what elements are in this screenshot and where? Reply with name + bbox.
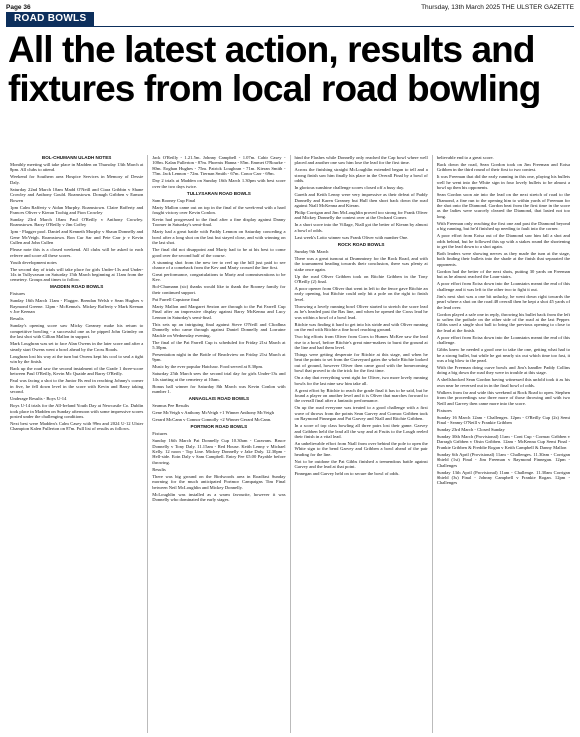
section-heading: BOL-CHUMANN ULADH NOTES — [41, 155, 112, 160]
paragraph: A poor effort from Eoisa down into the Loanstairs meant the end of this challenge and it was left to the other two to fight it out. — [436, 281, 570, 292]
paragraph: Bonus ball winner for Saturday 8th March was Kevin Conlon with number 1. — [152, 383, 286, 395]
paragraph: A stunning shot from the new tee to reel up the hill just paid to see chance of a comeback from the Kev and Marty crossed the line first. — [152, 259, 286, 271]
section-heading: ANNAGLAIS ROAD BOWLS — [188, 396, 250, 402]
paragraph: Gibbs knew he needed a good one to take the one, getting what had to be a strong bullet, but while he got nearly six out which time too fast, it was a big blow to the pearl. — [436, 347, 570, 363]
section-heading: ROCK ROAD BOWLS — [337, 241, 385, 247]
paragraph: Marty Mallon came out on top in the final of the week-end with a hard fought victory over Kevin Conlon. — [152, 204, 286, 216]
article-column — [433, 155, 574, 733]
paragraph: believable end to a great score. — [436, 155, 494, 160]
headline-line: All the latest action, results and — [8, 30, 535, 70]
paragraph: Sean Gordon soon ate into the lead on the next stretch of road to the Diamond, a fine run to the opening him to within yards of Freeman for the shot onto the Diamond. Gordon beat from the first time in the score as the ladies were scarcely cleared the Diamond, that lasted not too long. — [436, 192, 570, 219]
paragraph: Finnegan and Garvey held on to secure the bowl of odds. — [294, 471, 400, 477]
paragraph: Gene McVeigh v Anthony McVeigh +1 Winner Anthony McVeigh — [152, 410, 274, 416]
paragraph: Saturday 22nd March 10am Madd O'Neill and Ciara Gribbin v Shane Crowley and Anthony Gould. Roamstown. Donagh Gribben v Eamon Bowen — [10, 186, 144, 203]
paragraph: A poor effort from Eoisa out of the Diamond saw him fall a shot and odds behind, but he followed this up with a stakes round the shortening to get the lead down to a shot again. — [436, 233, 570, 250]
paragraph: It was Freeman that did the early running in this one, playing his bullets well he went into the White sign in four lovely bullets to be almost a bowl up then his opponents. — [436, 174, 570, 191]
paragraph: Day 2 trials at Madden on Sunday 16th March 1.30pm with best score over the two days twice. — [152, 178, 286, 189]
paragraph: A poor opener from Oliver that went in left to the fence gave Ritchie an early opening, but Ritchie could only hit a pole on the right to finish level. — [294, 286, 428, 302]
paragraph: Sunday 16th March Pat Donnelly Cup 10.30am - Caravans. Bruce Donnelly v Tony Daly. 11.15am - Red House. Keith Lenny v Michael Kelly. 12 noon - Top Line. Mickey Donnelly v Jake Daly. 12.30pm - Hell-side. Eoin Daly v Sam Campbell. Entry Fee £5.00 Payable before throwing. — [152, 438, 286, 465]
paragraph: Loughran lost his way at the turn but Owens kept his cool to seal a tight win by the finish. — [10, 353, 144, 364]
paragraph: This sets up an intriguing final against Steve O'Neill and Cliodhna Donnelly who came through against Daniel Donnelly and Lorraine Mackle on Wednesday evening. — [152, 321, 286, 338]
section-rule — [6, 26, 574, 27]
paragraph: Results — [10, 316, 24, 322]
paragraph: On a day that everything went right for Oliver, two more lovely running bowls for the last nine saw him take all. — [294, 375, 428, 386]
headline — [8, 30, 572, 108]
paragraph: Pat Farrell Capstone final — [152, 296, 200, 302]
section-heading: PORTMOR ROAD BOWLS — [190, 424, 248, 430]
paragraph: In glorious sunshine challenge scores closed off a busy day. — [294, 185, 405, 191]
paragraph: Bol-Chumann (sic) thanks would like to thank the Rooney family for their continued support. — [152, 284, 286, 295]
paragraph: Sunday 16th March 11am - Flagger. Brendan Welsh v Sean Hughes v Raymond Greene. 12pm - McKenna's. Mickey Rafferty v Mark Keenan v Joe Keenan — [10, 298, 144, 315]
paragraph: Not to be outdone the Pat Gibbs finished a tremendous battle against Garvey and the lead at that point. — [294, 458, 428, 470]
paragraph: An unbelievable effort from Niall from over behind the pole to open the White sign to the bend Garvey and Gribben a bowl ahead of the pair heading for the line. — [294, 440, 428, 457]
paragraph: Kevin had progressed to the final after a fine display against Danny Toomer in Saturday's semi-final. — [152, 217, 286, 228]
paragraph: Seamus Pee Results — [152, 403, 189, 409]
dateline: Thursday, 13th March 2025 THE ULSTER GAZETTE — [421, 3, 574, 11]
paragraph: Jim's next shot was a one bit unlucky, he went down right towards the pearl where a shot on the road 48 overall then he kept a shot 45 yards of the lead over. — [436, 293, 570, 310]
paragraph: Philip Corrigan and Jim McLoughlin proved too strong for Frank Oliver and Mickey Donnelly the contest over at the Orchard Corner. — [294, 210, 428, 221]
paragraph: Sunday 30th March (Provisional) 11am - Cont Cup - Cormac Gribben v Darragh Gribben v Oisin Gribben. 12am - McKenna Cup Semi Final - Frankie Gribben & Freddie Rogan v Keith Campbell & Danny Mallon — [436, 433, 570, 450]
paragraph: Last week's Lotto winner was Frank Oliver with number One. — [294, 234, 409, 240]
paragraph: There was a great turnout at Drumminey for the Rock Road, and with the tournament heading towards their conclusion, there was plenty at stake once again. — [294, 255, 428, 272]
paragraph: Sunday 9th March — [294, 248, 329, 254]
page-number: Page 36 — [6, 3, 31, 11]
paragraph: Sam Rooney Cup Final — [152, 197, 196, 203]
paragraph: Presentation night in the Bottle of Beachview on Friday 21st March at 9pm. — [152, 351, 286, 363]
paragraph: Sunday's opening score saw Micky Greaney make his return to competitive bowling - a successful one as he pipped John Grimley on the last shot with Cillian Mallon in support. — [10, 323, 144, 340]
paragraph: Next best were Madden's Calm Casey with 99m and 2024 U-12 Ulster Champion Kalen Fullerton on 87m. Full list of results as follows. — [10, 420, 144, 432]
paragraph: Sunday 6th April (Provisional) 11am - Challenges. 11.30am - Corrigan Shield (1st) Final - Jim Freeman v Raymond Finnegan. 12pm - Challenges — [436, 451, 570, 468]
paragraph: Please note this is a closed weekend. All clubs will be asked to each referee and score all these scores. — [10, 247, 144, 258]
paragraph: Results — [152, 466, 166, 472]
paragraph: There was big ground on the Birdwoods area in Roadfast Sunday morning for the much anticipated Portmor Campaigns Tim Final between Neil McLoughlin and Mickey Donnelly. — [152, 473, 286, 490]
paragraph: Gerard McCann v Connor Connolly +2 Winner Gerard McCann. — [152, 417, 272, 423]
paragraph: Throwing a lovely running bowl Oliver started to stretch the score lead as he's headed past the Bas line, and when he opened the Cross lead he was within a bowl of a bowl lead. — [294, 303, 428, 320]
paragraph: Back up the road saw the second instalment of the Grade 1 three-score between Paul O'Reilly, Kevin Mc Quaide and Barry O'Reilly. — [10, 365, 144, 377]
paragraph: Underage Results - Boys U-14 — [10, 396, 67, 402]
paragraph: Monthly meeting will take place in Madden on Thursday 13th March at 8pm. All clubs to attend. — [10, 162, 144, 173]
paragraph: A shellshocked Sean Gordon having witnessed this unfold took it as his own near he reversed out in in the final bowl of odds. — [436, 377, 570, 388]
paragraph: Saturday 25th March sees the second trial day for girls Under-13s and 14s starting at the cemetery at 10am. — [152, 371, 286, 382]
paragraph: Two big efforts from Oliver from Corrs to Humes McKee saw the lead rise to a bowl, before Ritchie's great nine-makers to burst the ground at the line and had them level. — [294, 334, 428, 350]
article-column — [148, 155, 290, 733]
paragraph: Marty Mallon and Margaret Sexton are through to the Pat Farrell Cup Final after an impressive display against Barry McKenna and Lucy Lennon in Saturday's semi-final. — [152, 303, 286, 320]
paragraph: Gordon played a safe one in reply, throwing his bullet back from the left to soften the pothole on the other side of the road at the last Pepper. Gibbs used a single shot ball to bring the previous opening to close to the lead at the finish. — [436, 311, 570, 333]
paragraph: Both leaders were showing nerves as they made the turn at the stage, both finding their bullets into the shade at the finish that separated the opponents. — [436, 251, 570, 267]
paragraph: A poor effort from Eoisa down into the Loanstairs meant the end of this challenge. — [436, 334, 570, 346]
paragraph: The final of the Pat Farrell Cup is scheduled for Friday 21st March at 5.30pm. — [152, 339, 286, 350]
paragraph: Boys U-14 trials for the All-Ireland Youth Day at Newcastle Co. Dublin took place in Madden on Sunday afternoon with some impressive scores posted under the challenging conditions. — [10, 403, 144, 419]
paragraph: Gareth and Keith Lenny were very impressive as their defeat of Paddy Donnelly and Karen Greaney but Hull then short back down the road against Niall McKenna and Kieran. — [294, 192, 428, 209]
paragraph: Things were getting desperate for Ritchie at this stage, and when he beat the points to set from the Graveyard gates the whole Ritchie looked out of ground, however Oliver then came good with the homecoming bowl that proved to do the trick for the first time. — [294, 351, 428, 374]
paragraph: The final did not disappoint and Marty had to be at his best to come good over the second half of the course. — [152, 247, 286, 258]
paragraph: Paul was facing a shot to the Junior Bs end in reaching Johnny's corner in five, he fell down level in the score with Kevin and Barry taking second. — [10, 378, 144, 395]
section-heading: TULLYSARAN ROAD BOWLS — [186, 190, 251, 196]
page-header — [6, 2, 574, 12]
paragraph: Sunday 16 March 12am - Challenges. 12pm - O'Reilly Cup (2s) Semi Final - Seamy O'Neill v Frankie Gribben — [436, 414, 570, 425]
paragraph: In a score of top class bowling all three pairs lost their game. Garvey and Gribben held the lead all the way and at Fruits to the Lough reeled their finish in a vital lead. — [294, 423, 428, 439]
paragraph: On up the road everyone was treated to a good challenge with a first wave of throws from the points Sean Garvey and Cormac Gribben took on Raymond Finnegan and Pat Garvey and Niall and Ritchie Gribben. — [294, 405, 428, 422]
paragraph: Fixtures — [10, 291, 26, 297]
paragraph: A great effort by Ritchie to reach the grade final it has to be said, but he found a player on another level and it is Oliver that marches forward to the overall final after a fantastic performance. — [294, 387, 428, 404]
headline-line: fixtures from local road bowling — [8, 68, 541, 108]
paragraph: The second day of trials will take place for girls Under-13s and Under-14s in Tullyvarsan on Saturday 15th March beginning at 11am from the cemetery. Groups and times to follow. — [10, 266, 144, 283]
paragraph: Sunday 13th April (Provisional) 11am - Challenge. 11.30am Corrigan Shield (3s) Final - Johnny Campbell v Frankie Rogan. 12pm - Challenges — [436, 469, 570, 486]
article-column — [291, 155, 433, 733]
paragraph: 1pm - Flagger pool. Daniel and Kenneth Murphy v Shaun Donnelly and Gene McVeigh. Roamstown. Ron Cur Sar and Pete Carr jr v Kevin Cullen and John Cullen — [10, 229, 144, 246]
paragraph: Up the road Oliver Gribben took on Ritchie Gribben in the Tony O'Reilly (2) final. — [294, 273, 428, 285]
paragraph: Mark Loughran was set to face Alan Owens in the later score and after a steady start Owens went a bowl ahead by the Cross Roads. — [10, 341, 144, 352]
paragraph: With the Freeman doing curve bowls and Jim's handler Paddy Collins doing a big down the road they were in trouble at this stage. — [436, 364, 570, 376]
paragraph: Fixtures — [436, 407, 452, 413]
paragraph: Back down the road, Sean Gordon took on Jim Freeman and Eoisa Gribben in the third round of their first to two contest. — [436, 162, 570, 173]
paragraph: Youth development notes — [10, 259, 57, 265]
paragraph: Sunday 23rd March - Closed Sunday — [436, 426, 505, 432]
paragraph: Walkers from far and wide this weekend at Rock Road to open. Stephen from the proceedings saw three more of those throwing and with two Neill and Garvey then came more into the score. — [436, 389, 570, 406]
paragraph: Across the finishing straight McLoughlin extended began to tell and a strong finish saw him finally his place in the Overall Final by a bowl of odds. — [294, 167, 428, 184]
article-column — [6, 155, 148, 733]
paragraph: Music by the ever popular Hatchaw. Food served at 8.30pm. — [152, 364, 264, 370]
section-banner: ROAD BOWLS — [6, 12, 94, 26]
paragraph: With Freeman only reaching the first one and past the Diamond beyond a big running, but he'd finished up needing to fault into the corner. — [436, 220, 570, 232]
paragraph: McLoughlin was installed as a warm favourite, however it was Donnelly who dominated the early stages. — [152, 491, 286, 502]
paragraph: Sunday 23rd March 10am Paul O'Reilly v Anthony Crowley. Roamstown. Barry O'Reilly v Jim Coffey — [10, 217, 144, 228]
paragraph: 1pm Calm Rafferty v Aidan Murphy. Roamstown. Claire Rafferty and Frances Oliver v Kieran Toohig and Fion Crowley — [10, 204, 144, 216]
paragraph: hind the Flashes while Donnelly only reached the Cap bowl where well placed and another one saw him lose the lead for the first time. — [294, 155, 428, 166]
paragraph: Weekend for Southern area Hospice Services in Memory of Dessie Daly. — [10, 174, 144, 185]
paragraph: In a short score into the Village, Niall got the better of Kieran by almost a bowl of odds. — [294, 222, 428, 233]
paragraph: Great performance, congratulations to Marty and commiserations to be Kev. — [152, 272, 286, 283]
section-heading: MADDEN ROAD BOWLS — [49, 284, 104, 290]
paragraph: Marty had a great battle with Paddy Lennon on Saturday conceding a bowl after a long shot on the last but stayed close, and with winning on the last shot. — [152, 229, 286, 246]
paragraph: Gordon had the better of the next shots, putting 30 yards on Freeman but as he almost reached the Loan-stairs. — [436, 268, 570, 280]
paragraph: Fixtures — [152, 431, 168, 437]
paragraph: Jack O'Reilly - 1.21.5m. Johnny Campbell - 1.07m. Cahir Casey - 100m. Kalan Fullerton - 87m. Phoenix Hanna - 85m. Emmet O'Rourke - 80m. Eoghan Hughes - 75m. Patrick Loughran - 71m. Kieran Smith - 75m. Jack Lennon - 72m. Tiernan Smith - 67m. Conor Carr - 69m. — [152, 155, 286, 177]
paragraph: Ritchie was finding it hard to get into his stride and with Oliver running on the end with Ritchie a fine bowl reaching ground. — [294, 321, 428, 333]
article-columns — [6, 155, 574, 733]
